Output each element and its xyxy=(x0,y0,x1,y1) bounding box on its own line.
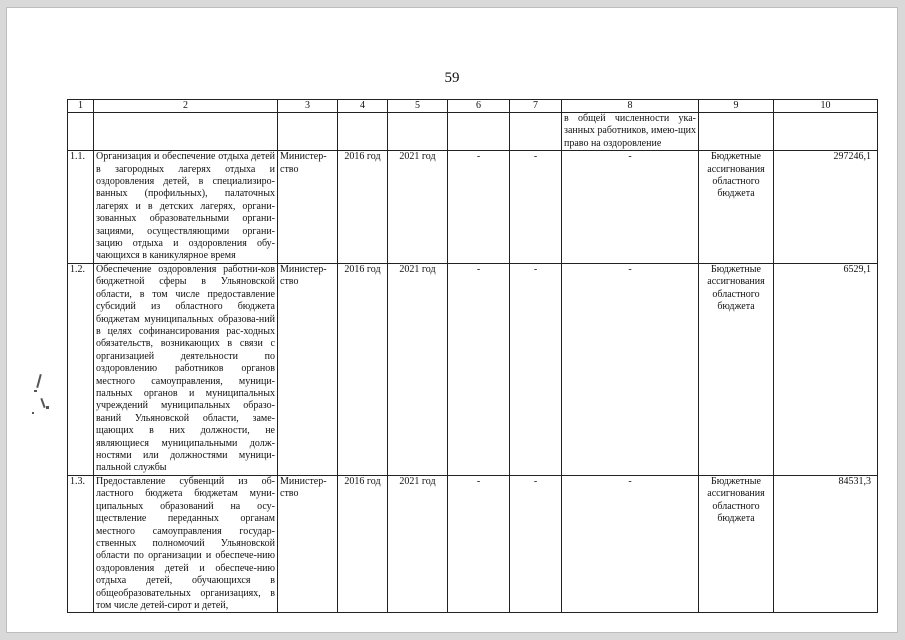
document-page xyxy=(6,7,898,633)
row-description: Предоставление субвенций из об-ластного бюджета бюджетам муни-ципальных образований на осу-ществление переданных органам местного самоуправления государ-ственных полномочий Ульяновской области по организации и обеспече-нию оздоровления детей и обеспече-нию отдыха детей, обучающихся в общеобразовательных организациях, в том числе детей-сирот и детей, xyxy=(94,475,278,612)
page-number: 59 xyxy=(444,70,460,86)
row-col7: - xyxy=(510,475,562,612)
row-description: Обеспечение оздоровления работни-ков бюджетной сферы в Ульяновской области, в том числе предоставление субсидий из областного бюджета бюджетам муниципальных образова-ний в целях софинансирования рас-ходных обязательств, возникающих в связи с организацией деятельности по оздоровлению работников органов местного самоуправления, муници-пальных органов и муниципальных учреждений муниципальных образо-ваний Ульяновской области, заме-щающих в них должности, не являющиеся муниципальными долж-ностями или должностями муници-пальной службы xyxy=(94,263,278,475)
row-end-year: 2021 год xyxy=(388,151,448,264)
continuation-text: в общей численности ука-занных работников, имею-щих право на оздоровление xyxy=(562,113,699,151)
column-number-row xyxy=(68,100,878,113)
column-header: 5 xyxy=(388,100,448,113)
column-header: 1 xyxy=(68,100,94,113)
row-col7: - xyxy=(510,151,562,264)
row-end-year: 2021 год xyxy=(388,263,448,475)
row-source: Бюджетные ассигнования областного бюджета xyxy=(699,151,774,264)
scan-marks xyxy=(30,368,60,428)
row-amount: 6529,1 xyxy=(774,263,878,475)
column-header: 7 xyxy=(510,100,562,113)
column-header: 10 xyxy=(774,100,878,113)
row-end-year: 2021 год xyxy=(388,475,448,612)
column-header: 6 xyxy=(448,100,510,113)
row-start-year: 2016 год xyxy=(338,475,388,612)
column-header: 4 xyxy=(338,100,388,113)
row-col6: - xyxy=(448,475,510,612)
continuation-row xyxy=(68,113,878,151)
row-amount: 84531,3 xyxy=(774,475,878,612)
row-col7: - xyxy=(510,263,562,475)
table-row xyxy=(68,151,878,264)
row-amount: 297246,1 xyxy=(774,151,878,264)
column-header: 8 xyxy=(562,100,699,113)
row-executor: Министер-ство xyxy=(278,151,338,264)
row-source: Бюджетные ассигнования областного бюджета xyxy=(699,475,774,612)
row-number: 1.3. xyxy=(68,475,94,612)
row-col6: - xyxy=(448,263,510,475)
row-start-year: 2016 год xyxy=(338,151,388,264)
row-number: 1.1. xyxy=(68,151,94,264)
row-col8: - xyxy=(562,151,699,264)
row-col8: - xyxy=(562,263,699,475)
table-row xyxy=(68,263,878,475)
row-col6: - xyxy=(448,151,510,264)
column-header: 3 xyxy=(278,100,338,113)
row-description: Организация и обеспечение отдыха детей в загородных лагерях отдыха и оздоровления детей, в специализиро-ванных (профильных), палаточных лагерях и в детских лагерях, органи-зованных образовательными органи-зациями, осуществляющими органи-зацию отдыха и оздоровления обу-чающихся в каникулярное время xyxy=(94,151,278,264)
row-col8: - xyxy=(562,475,699,612)
table-row xyxy=(68,475,878,612)
row-executor: Министер-ство xyxy=(278,263,338,475)
column-header: 9 xyxy=(699,100,774,113)
row-executor: Министер-ство xyxy=(278,475,338,612)
row-source: Бюджетные ассигнования областного бюджета xyxy=(699,263,774,475)
row-number: 1.2. xyxy=(68,263,94,475)
row-start-year: 2016 год xyxy=(338,263,388,475)
column-header: 2 xyxy=(94,100,278,113)
program-table xyxy=(67,99,878,613)
